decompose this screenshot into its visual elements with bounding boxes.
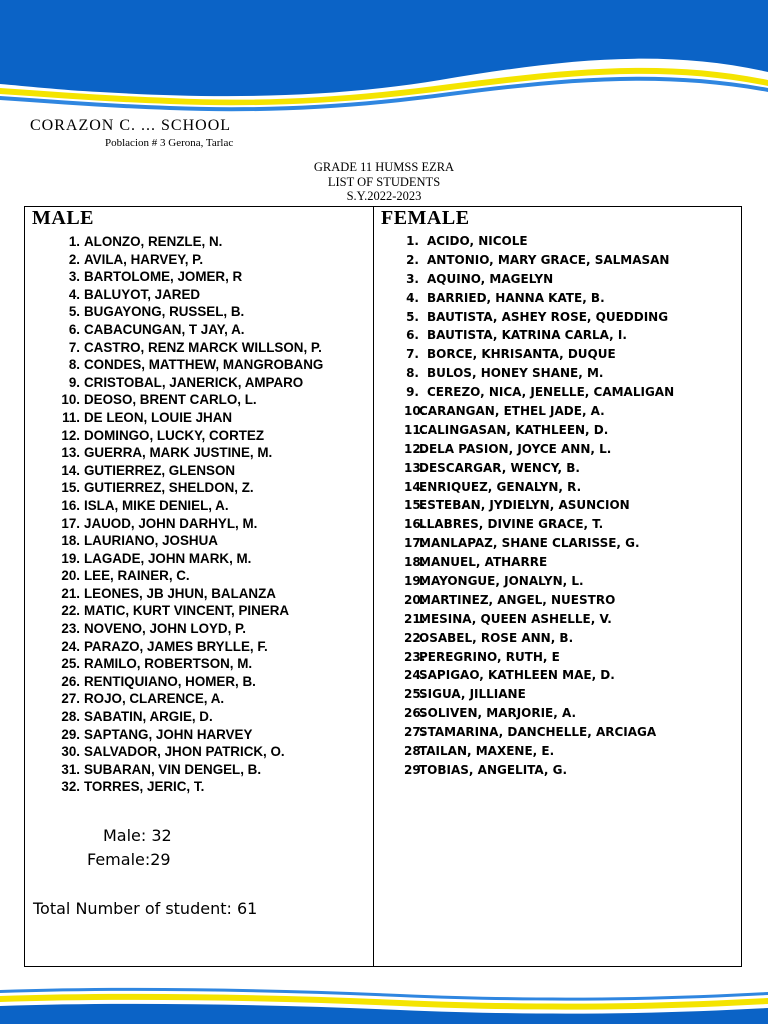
student-row: [53, 638, 323, 656]
student-row: [404, 364, 674, 383]
student-number: 18.: [61, 533, 80, 549]
student-row: [53, 567, 323, 585]
student-row: [404, 478, 674, 497]
student-name: BARRIED, HANNA KATE, B.: [427, 290, 605, 305]
student-name: PARAZO, JAMES BRYLLE, F.: [84, 638, 268, 654]
student-row: [404, 345, 674, 364]
student-name: CASTRO, RENZ MARCK WILLSON, P.: [84, 339, 322, 355]
student-number: 4.: [68, 286, 80, 302]
student-name: SOLIVEN, MARJORIE, A.: [419, 706, 577, 721]
female-heading: FEMALE: [381, 207, 470, 229]
student-row: [404, 666, 674, 685]
student-row: [53, 233, 323, 251]
student-number: 27.: [61, 691, 80, 707]
student-row: [53, 356, 323, 374]
student-number: 18.: [404, 555, 426, 570]
student-number: 9.: [406, 385, 419, 400]
student-name: JAUOD, JOHN DARHYL, M.: [84, 515, 258, 531]
student-name: LLABRES, DIVINE GRACE, T.: [419, 517, 604, 532]
student-name: LAURIANO, JOSHUA: [84, 533, 218, 549]
student-number: 1.: [68, 234, 80, 249]
student-name: DOMINGO, LUCKY, CORTEZ: [84, 427, 265, 443]
student-number: 5.: [68, 304, 80, 320]
student-number: 19.: [404, 574, 426, 589]
student-row: [404, 553, 674, 572]
student-row: [404, 440, 674, 459]
student-name: MATIC, KURT VINCENT, PINERA: [84, 603, 290, 619]
student-row: [404, 515, 674, 534]
student-number: 29.: [61, 726, 80, 742]
student-number: 12.: [404, 441, 426, 456]
student-number: 7.: [406, 347, 419, 362]
student-name: MAYONGUE, JONALYN, L.: [419, 574, 584, 589]
student-name: OSABEL, ROSE ANN, B.: [419, 630, 574, 645]
student-name: PEREGRINO, RUTH, E: [419, 649, 560, 664]
student-name: CEREZO, NICA, JENELLE, CAMALIGAN: [427, 385, 675, 400]
student-name: RENTIQUIANO, HOMER, B.: [84, 673, 256, 689]
student-name: RAMILO, ROBERTSON, M.: [84, 656, 253, 672]
student-number: 21.: [404, 611, 426, 626]
student-row: [404, 326, 674, 345]
male-heading: MALE: [32, 207, 94, 229]
student-row: [404, 496, 674, 515]
student-row: [404, 685, 674, 704]
student-name: CABACUNGAN, T JAY, A.: [84, 321, 245, 337]
student-number: 13.: [404, 460, 426, 475]
student-number: 8.: [406, 366, 419, 381]
student-row: [404, 648, 674, 667]
student-number: 3.: [406, 271, 419, 286]
student-name: SAPTANG, JOHN HARVEY: [84, 726, 253, 742]
student-row: [53, 321, 323, 339]
student-row: [53, 515, 323, 533]
student-row: [53, 427, 323, 445]
student-row: [53, 497, 323, 515]
student-name: ESTEBAN, JYDIELYN, ASUNCION: [419, 498, 630, 513]
student-name: DELA PASION, JOYCE ANN, L.: [419, 441, 612, 456]
student-number: 22.: [61, 603, 80, 619]
list-subtitle: LIST OF STUDENTS: [327, 174, 441, 189]
student-number: 25.: [404, 687, 426, 702]
student-row: [53, 743, 323, 761]
student-number: 19.: [61, 550, 80, 566]
student-name: CRISTOBAL, JANERICK, AMPARO: [84, 374, 304, 390]
student-number: 1.: [406, 234, 419, 248]
male-count: Male: 32: [103, 826, 172, 845]
student-number: 11.: [404, 422, 426, 437]
student-row: [404, 761, 674, 780]
student-number: 32.: [61, 779, 80, 795]
student-number: 2.: [406, 252, 419, 267]
student-name: SUBARAN, VIN DENGEL, B.: [84, 761, 262, 777]
student-number: 24.: [404, 668, 426, 683]
student-name: TORRES, JERIC, T.: [84, 779, 205, 795]
student-name: ACIDO, NICOLE: [427, 234, 528, 248]
student-number: 22.: [404, 630, 426, 645]
student-number: 24.: [61, 638, 80, 654]
student-name: BARTOLOME, JOMER, R: [84, 269, 243, 285]
student-number: 14.: [61, 462, 80, 478]
student-name: MARTINEZ, ANGEL, NUESTRO: [419, 592, 616, 607]
student-row: [53, 409, 323, 427]
student-name: ALONZO, RENZLE, N.: [84, 234, 223, 249]
student-number: 15.: [61, 480, 80, 496]
student-name: GUERRA, MARK JUSTINE, M.: [84, 445, 273, 461]
student-number: 28.: [61, 709, 80, 725]
student-number: 29.: [404, 762, 426, 777]
student-number: 20.: [61, 568, 80, 584]
student-row: [53, 374, 323, 392]
total-student-count: Total Number of student: 61: [33, 899, 258, 918]
student-name: ANTONIO, MARY GRACE, SALMASAN: [427, 252, 670, 267]
student-number: 2.: [68, 251, 80, 267]
school-name: CORAZON C. ... SCHOOL: [30, 117, 232, 134]
student-name: CARANGAN, ETHEL JADE, A.: [419, 404, 605, 419]
student-name: BORCE, KHRISANTA, DUQUE: [427, 347, 616, 362]
student-name: AQUINO, MAGELYN: [427, 271, 554, 286]
student-number: 21.: [61, 585, 80, 601]
student-roster-table: [24, 206, 742, 967]
student-name: LEE, RAINER, C.: [84, 568, 190, 584]
student-row: [404, 723, 674, 742]
student-name: SAPIGAO, KATHLEEN MAE, D.: [419, 668, 615, 683]
student-row: [404, 704, 674, 723]
student-number: 31.: [61, 761, 80, 777]
student-row: [53, 532, 323, 550]
student-name: BAUTISTA, KATRINA CARLA, I.: [427, 328, 627, 343]
student-row: [404, 270, 674, 289]
student-row: [53, 585, 323, 603]
student-name: SALVADOR, JHON PATRICK, O.: [84, 744, 285, 760]
student-row: [404, 402, 674, 421]
student-row: [404, 289, 674, 308]
student-name: SABATIN, ARGIE, D.: [84, 709, 213, 725]
student-row: [404, 251, 674, 270]
student-number: 14.: [404, 479, 426, 494]
school-address: Poblacion # 3 Gerona, Tarlac: [105, 137, 234, 149]
student-row: [53, 303, 323, 321]
student-name: NOVENO, JOHN LOYD, P.: [84, 621, 246, 637]
student-name: ISLA, MIKE DENIEL, A.: [84, 497, 229, 513]
footer-banner-wave: [0, 984, 768, 1024]
student-number: 4.: [406, 290, 419, 305]
student-number: 13.: [61, 445, 80, 461]
student-row: [404, 232, 674, 251]
student-number: 6.: [68, 321, 80, 337]
student-number: 11.: [62, 409, 80, 425]
student-row: [53, 655, 323, 673]
student-number: 6.: [406, 328, 419, 343]
student-number: 23.: [404, 649, 426, 664]
student-row: [404, 308, 674, 327]
student-row: [404, 591, 674, 610]
student-name: MANLAPAZ, SHANE CLARISSE, G.: [419, 536, 640, 551]
student-row: [53, 462, 323, 480]
student-row: [53, 620, 323, 638]
student-row: [53, 550, 323, 568]
student-row: [53, 690, 323, 708]
student-name: GUTIERREZ, GLENSON: [84, 462, 236, 478]
student-name: DE LEON, LOUIE JHAN: [84, 409, 233, 425]
student-number: 16.: [404, 517, 426, 532]
student-number: 16.: [61, 497, 80, 513]
student-number: 17.: [61, 515, 80, 531]
female-count: Female:29: [87, 850, 171, 869]
student-row: [53, 339, 323, 357]
student-name: DEOSO, BRENT CARLO, L.: [84, 392, 257, 408]
student-number: 3.: [68, 269, 80, 285]
student-row: [53, 708, 323, 726]
student-number: 23.: [61, 621, 80, 637]
student-row: [53, 673, 323, 691]
student-name: TAILAN, MAXENE, E.: [419, 744, 555, 759]
student-row: [404, 421, 674, 440]
student-number: 7.: [68, 339, 80, 355]
student-name: BUGAYONG, RUSSEL, B.: [84, 304, 245, 320]
student-name: BALUYOT, JARED: [84, 286, 201, 302]
student-row: [53, 761, 323, 779]
student-name: CALINGASAN, KATHLEEN, D.: [419, 422, 609, 437]
class-title: GRADE 11 HUMSS EZRA: [313, 160, 455, 174]
document-title-block: [0, 160, 768, 204]
student-name: MESINA, QUEEN ASHELLE, V.: [419, 611, 612, 626]
student-row: [404, 572, 674, 591]
student-number: 10.: [404, 404, 426, 419]
student-row: [404, 610, 674, 629]
student-name: MANUEL, ATHARRE: [419, 555, 548, 570]
student-number: 26.: [404, 706, 426, 721]
student-row: [53, 778, 323, 796]
student-name: DESCARGAR, WENCY, B.: [419, 460, 580, 475]
student-name: ROJO, CLARENCE, A.: [84, 691, 225, 707]
student-name: ENRIQUEZ, GENALYN, R.: [419, 479, 582, 494]
student-number: 26.: [61, 673, 80, 689]
student-name: LAGADE, JOHN MARK, M.: [84, 550, 252, 566]
student-row: [53, 479, 323, 497]
student-number: 5.: [406, 309, 419, 324]
student-row: [53, 726, 323, 744]
student-name: BAUTISTA, ASHEY ROSE, QUEDDING: [427, 309, 669, 324]
student-number: 10.: [61, 392, 80, 408]
student-number: 15.: [404, 498, 426, 513]
student-row: [404, 459, 674, 478]
school-year: S.Y.2022-2023: [346, 189, 422, 203]
female-student-list: [404, 232, 674, 780]
student-number: 12.: [61, 427, 80, 443]
student-number: 27.: [404, 725, 426, 740]
student-row: [53, 286, 323, 304]
student-row: [53, 444, 323, 462]
student-number: 28.: [404, 744, 426, 759]
student-name: CONDES, MATTHEW, MANGROBANG: [84, 357, 324, 373]
student-row: [404, 742, 674, 761]
student-name: BULOS, HONEY SHANE, M.: [427, 366, 604, 381]
student-name: STAMARINA, DANCHELLE, ARCIAGA: [419, 725, 657, 740]
student-name: LEONES, JB JHUN, BALANZA: [84, 585, 276, 601]
student-number: 20.: [404, 592, 426, 607]
student-row: [404, 383, 674, 402]
student-name: TOBIAS, ANGELITA, G.: [419, 762, 568, 777]
student-number: 8.: [68, 357, 80, 373]
male-student-list: [53, 233, 323, 796]
student-row: [53, 602, 323, 620]
student-row: [53, 391, 323, 409]
column-divider: [373, 207, 374, 966]
student-number: 25.: [61, 656, 80, 672]
student-number: 30.: [61, 744, 80, 760]
header-blue-band: [0, 0, 768, 96]
student-name: GUTIERREZ, SHELDON, Z.: [84, 480, 254, 496]
student-row: [404, 629, 674, 648]
student-row: [404, 534, 674, 553]
student-row: [53, 268, 323, 286]
student-name: AVILA, HARVEY, P.: [84, 251, 204, 267]
student-row: [53, 251, 323, 269]
student-name: SIGUA, JILLIANE: [419, 687, 526, 702]
student-number: 17.: [404, 536, 426, 551]
student-number: 9.: [68, 374, 80, 390]
